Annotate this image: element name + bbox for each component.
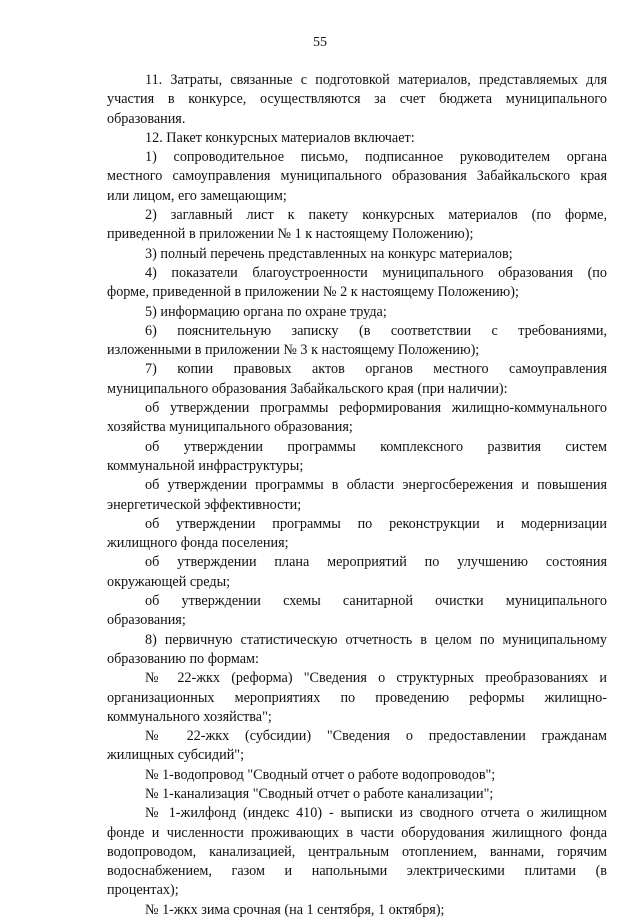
paragraph-f2 xyxy=(107,727,607,766)
text-line: водоснабжением, газом и напольными электрическими плитами (в xyxy=(107,863,607,880)
paragraph-p11 xyxy=(107,71,607,129)
text-line: 7) копии правовых актов органов местного самоуправления xyxy=(145,361,607,378)
text-line: участия в конкурсе, осуществляются за счет бюджета муниципального xyxy=(107,91,607,108)
text-line: коммунальной инфраструктуры; xyxy=(107,457,304,474)
paragraph-f1 xyxy=(107,669,607,727)
paragraph-p12 xyxy=(107,129,607,148)
text-line: энергетической эффективности; xyxy=(107,496,302,513)
text-line: муниципального образования Забайкальского края (при наличии): xyxy=(107,380,508,397)
paragraph-i3 xyxy=(107,245,607,264)
paragraph-f4 xyxy=(107,785,607,804)
paragraph-i1 xyxy=(107,148,607,206)
text-line: коммунального хозяйства"; xyxy=(107,708,272,725)
text-line: приведенной в приложении № 1 к настоящему Положению); xyxy=(107,226,474,243)
text-line: № 22-жкх (реформа) "Сведения о структурных преобразованиях и xyxy=(145,670,607,687)
text-line: об утверждении плана мероприятий по улучшению состояния xyxy=(145,554,607,571)
text-line: 5) информацию органа по охране труда; xyxy=(145,303,387,320)
text-line: организационных мероприятиях по проведению реформы жилищно- xyxy=(107,689,607,706)
page-number: 55 xyxy=(313,35,327,50)
text-line: № 1-канализация "Сводный отчет о работе канализации"; xyxy=(145,785,494,802)
text-line: 11. Затраты, связанные с подготовкой материалов, представляемых для xyxy=(145,72,607,88)
text-line: 1) сопроводительное письмо, подписанное руководителем органа xyxy=(145,149,607,166)
text-line: образованию по формам: xyxy=(107,650,259,667)
paragraph-f6 xyxy=(107,901,607,920)
paragraph-f5 xyxy=(107,804,607,900)
text-line: 4) показатели благоустроенности муниципального образования (по xyxy=(145,264,607,281)
paragraph-a3 xyxy=(107,476,607,515)
paragraph-i6 xyxy=(107,322,607,361)
text-line: окружающей среды; xyxy=(107,573,231,590)
text-line: жилищных субсидий"; xyxy=(107,747,245,764)
text-line: образования. xyxy=(107,110,186,127)
paragraph-f3 xyxy=(107,766,607,785)
text-line: № 1-водопровод "Сводный отчет о работе водопроводов"; xyxy=(145,766,496,783)
paragraph-i8 xyxy=(107,631,607,670)
text-line: 2) заглавный лист к пакету конкурсных материалов (по форме, xyxy=(145,207,607,224)
paragraph-i5 xyxy=(107,303,607,322)
document-body xyxy=(107,71,607,920)
paragraph-a1 xyxy=(107,399,607,438)
text-line: об утверждении программы комплексного развития систем xyxy=(145,438,607,455)
text-line: 3) полный перечень представленных на конкурс материалов; xyxy=(145,245,513,262)
text-line: или лицом, его замещающим; xyxy=(107,187,287,204)
text-line: об утверждении программы в области энергосбережения и повышения xyxy=(145,477,607,494)
paragraph-i2 xyxy=(107,206,607,245)
text-line: жилищного фонда поселения; xyxy=(107,535,289,552)
paragraph-a5 xyxy=(107,553,607,592)
text-line: хозяйства муниципального образования; xyxy=(107,419,353,436)
text-line: № 1-жилфонд (индекс 410) - выписки из сводного отчета о жилищном xyxy=(145,805,607,822)
text-line: форме, приведенной в приложении № 2 к настоящему Положению); xyxy=(107,284,519,301)
text-line: образования; xyxy=(107,612,186,629)
text-line: 12. Пакет конкурсных материалов включает: xyxy=(145,129,415,146)
paragraph-a2 xyxy=(107,438,607,477)
text-line: местного самоуправления муниципального образования Забайкальского края xyxy=(107,168,607,185)
text-line: об утверждении схемы санитарной очистки муниципального xyxy=(145,593,607,610)
paragraph-i7 xyxy=(107,360,607,399)
text-line: 6) пояснительную записку (в соответствии с требованиями, xyxy=(145,322,607,339)
text-line: изложенными в приложении № 3 к настоящему Положению); xyxy=(107,342,480,359)
text-line: № 22-жкх (субсидии) "Сведения о предоставлении гражданам xyxy=(145,728,607,745)
paragraph-a4 xyxy=(107,515,607,554)
text-line: фонде и численности проживающих в части оборудования жилищного фонда xyxy=(107,824,607,841)
text-line: об утверждении программы по реконструкции и модернизации xyxy=(145,515,607,532)
text-line: процентах); xyxy=(107,882,179,899)
paragraph-i4 xyxy=(107,264,607,303)
text-line: об утверждении программы реформирования жилищно-коммунального xyxy=(145,400,607,417)
text-line: водопроводом, канализацией, центральным отоплением, ваннами, горячим xyxy=(107,843,607,860)
text-line: № 1-жкх зима срочная (на 1 сентября, 1 октября); xyxy=(145,901,445,918)
text-line: 8) первичную статистическую отчетность в целом по муниципальному xyxy=(145,631,607,648)
paragraph-a6 xyxy=(107,592,607,631)
